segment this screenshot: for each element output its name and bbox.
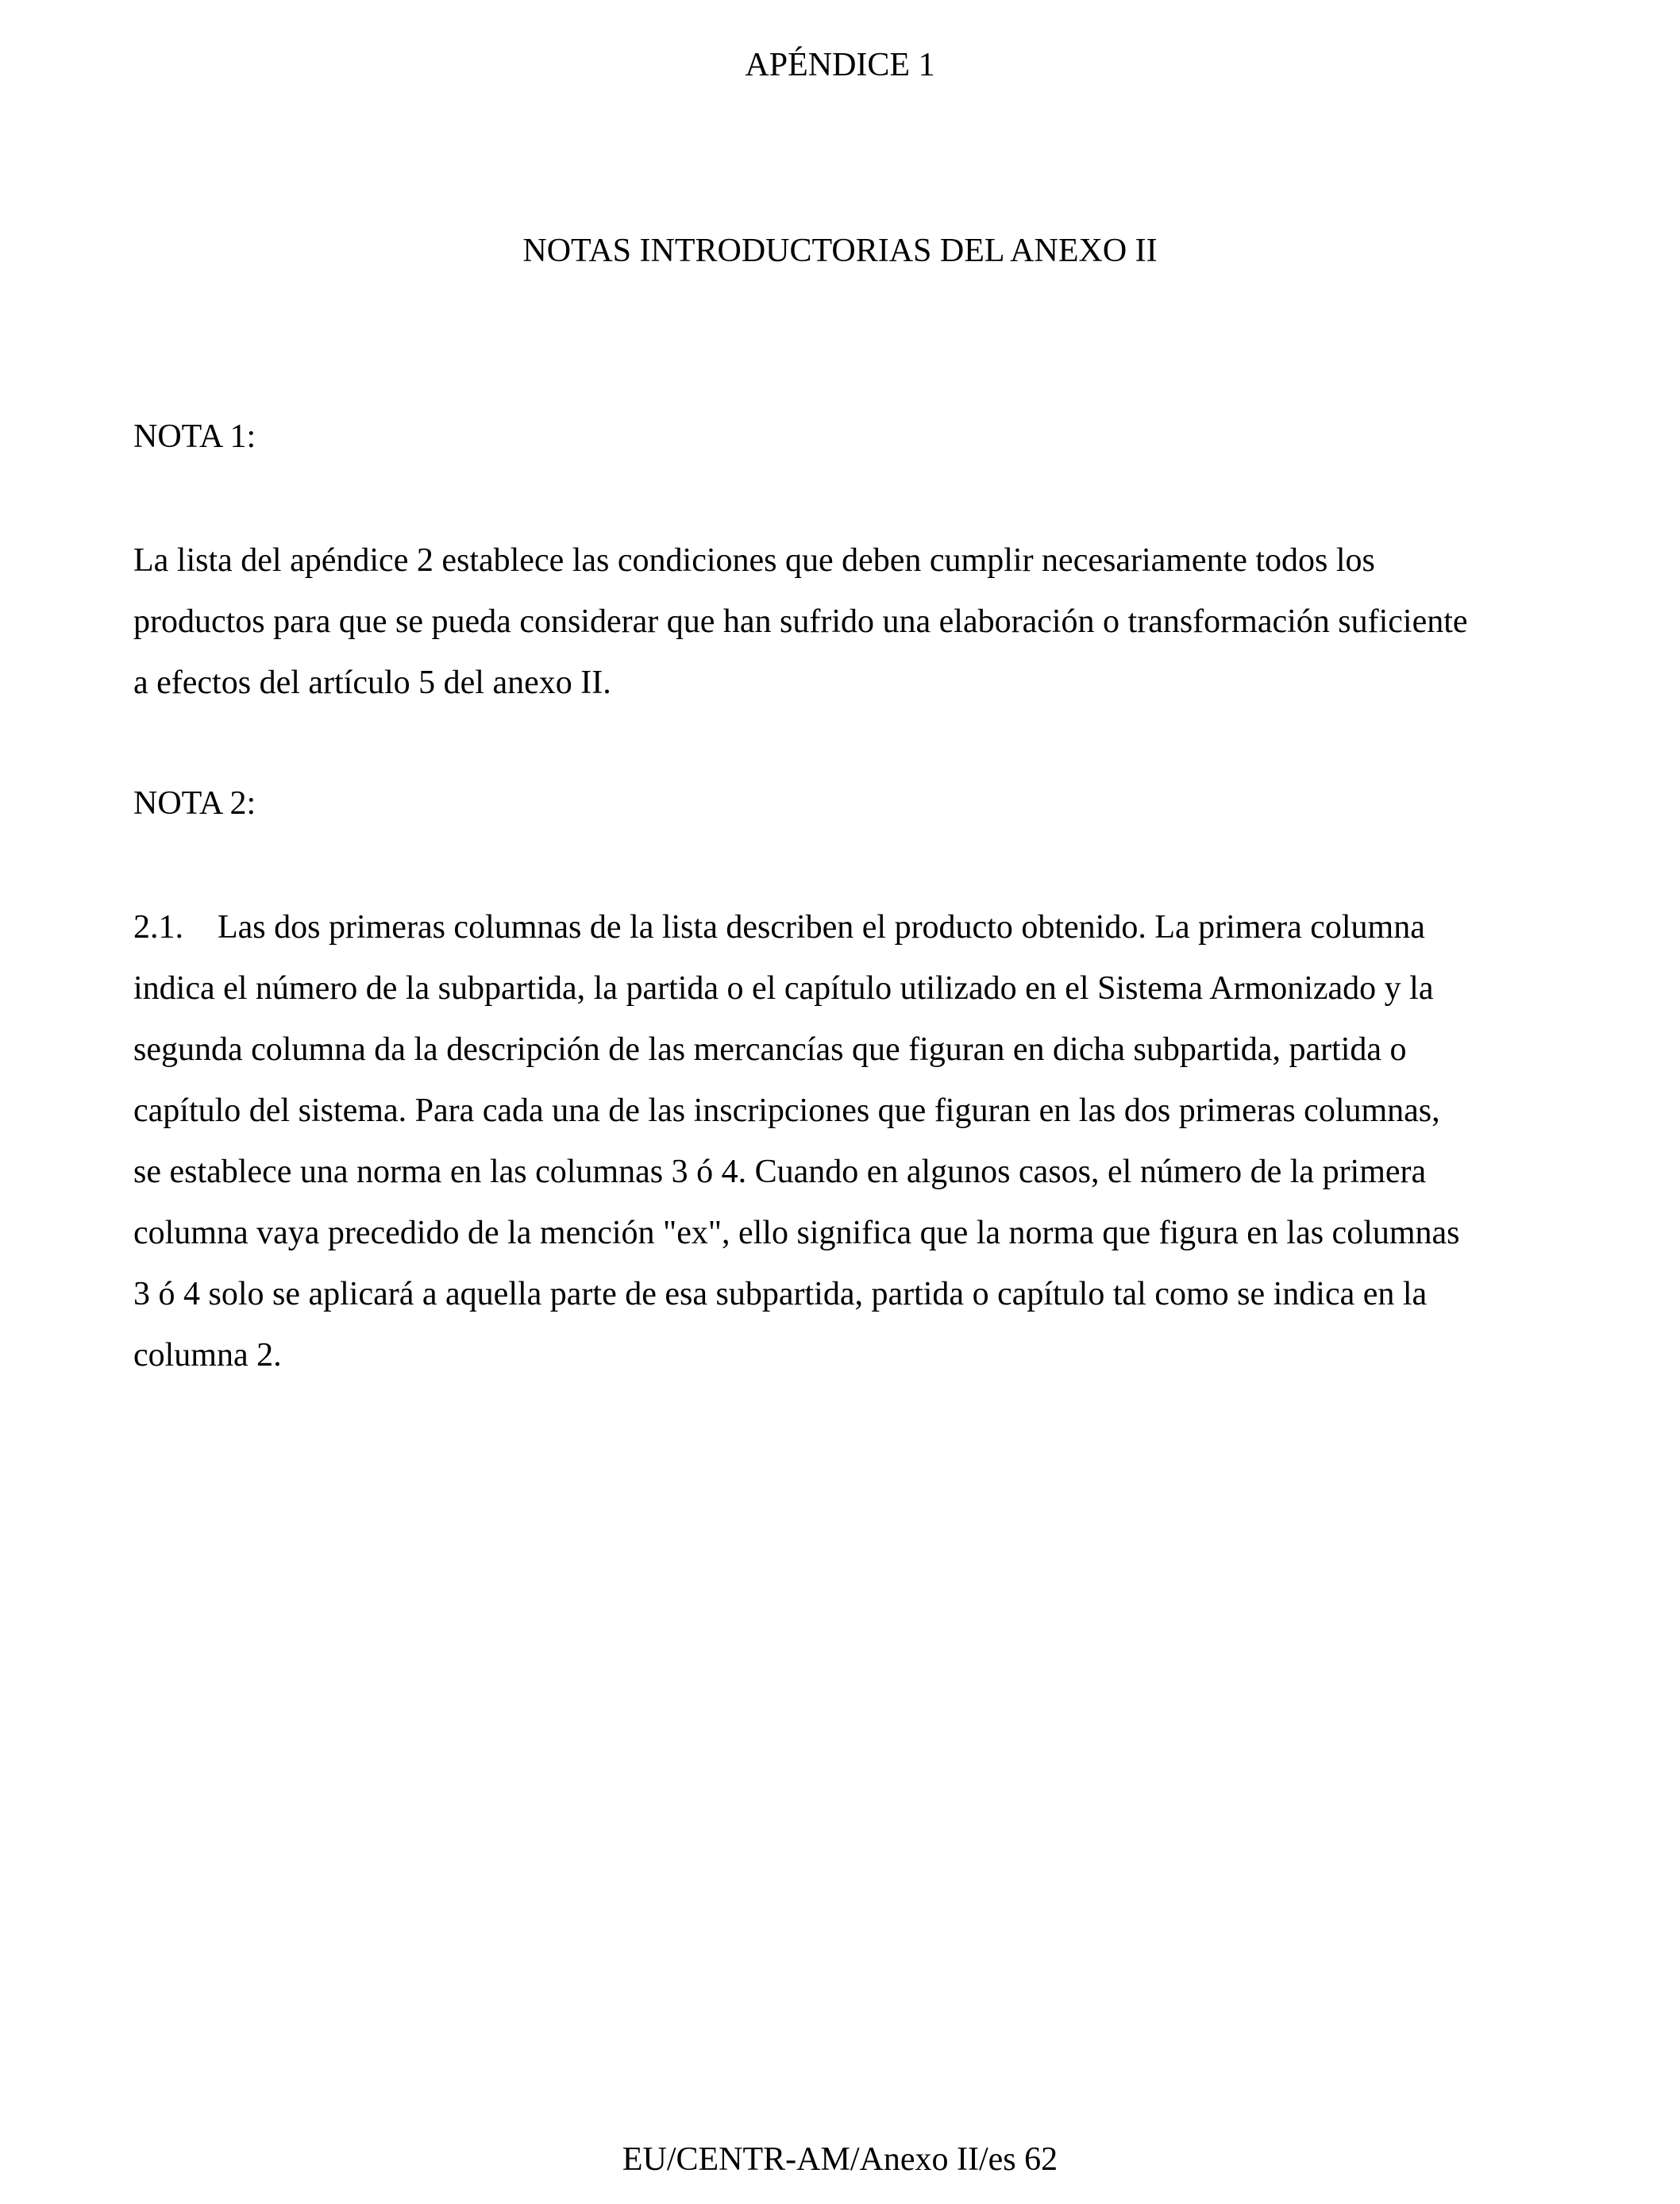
nota-2-line: indica el número de la subpartida, la partida o el capítulo utilizado en el Sistema Armonizado y la bbox=[133, 970, 1434, 1007]
nota-2-first-line-text: Las dos primeras columnas de la lista describen el producto obtenido. La primera columna bbox=[218, 909, 1425, 946]
nota-2-line: 3 ó 4 solo se aplicará a aquella parte de esa subpartida, partida o capítulo tal como se indica en la bbox=[133, 1276, 1428, 1312]
section-title: NOTAS INTRODUCTORIAS DEL ANEXO II bbox=[522, 233, 1158, 269]
nota-2-line: segunda columna da la descripción de las mercancías que figuran en dicha subpartida, partida o bbox=[133, 1031, 1407, 1068]
nota-1-paragraph bbox=[133, 530, 1562, 714]
nota-1-line: productos para que se pueda considerar que han sufrido una elaboración o transformación suficiente bbox=[133, 603, 1468, 640]
nota-1-heading: NOTA 1: bbox=[133, 418, 256, 455]
nota-2-line: columna vaya precedido de la mención "ex", ello significa que la norma que figura en las columnas bbox=[133, 1215, 1460, 1251]
nota-2-paragraph bbox=[133, 897, 1562, 1386]
nota-2-line: columna 2. bbox=[133, 1337, 282, 1374]
appendix-title: APÉNDICE 1 bbox=[745, 47, 935, 83]
nota-2-first-line bbox=[133, 897, 1562, 958]
page-footer: EU/CENTR-AM/Anexo II/es 62 bbox=[622, 2141, 1058, 2178]
nota-1-line: a efectos del artículo 5 del anexo II. bbox=[133, 665, 611, 701]
nota-2-heading: NOTA 2: bbox=[133, 785, 256, 822]
nota-2-line: capítulo del sistema. Para cada una de las inscripciones que figuran en las dos primeras columnas, bbox=[133, 1092, 1440, 1129]
item-number: 2.1. bbox=[133, 909, 183, 946]
nota-2-line: se establece una norma en las columnas 3 ó 4. Cuando en algunos casos, el número de la primera bbox=[133, 1154, 1427, 1190]
nota-1-line: La lista del apéndice 2 establece las condiciones que deben cumplir necesariamente todos los bbox=[133, 542, 1375, 579]
